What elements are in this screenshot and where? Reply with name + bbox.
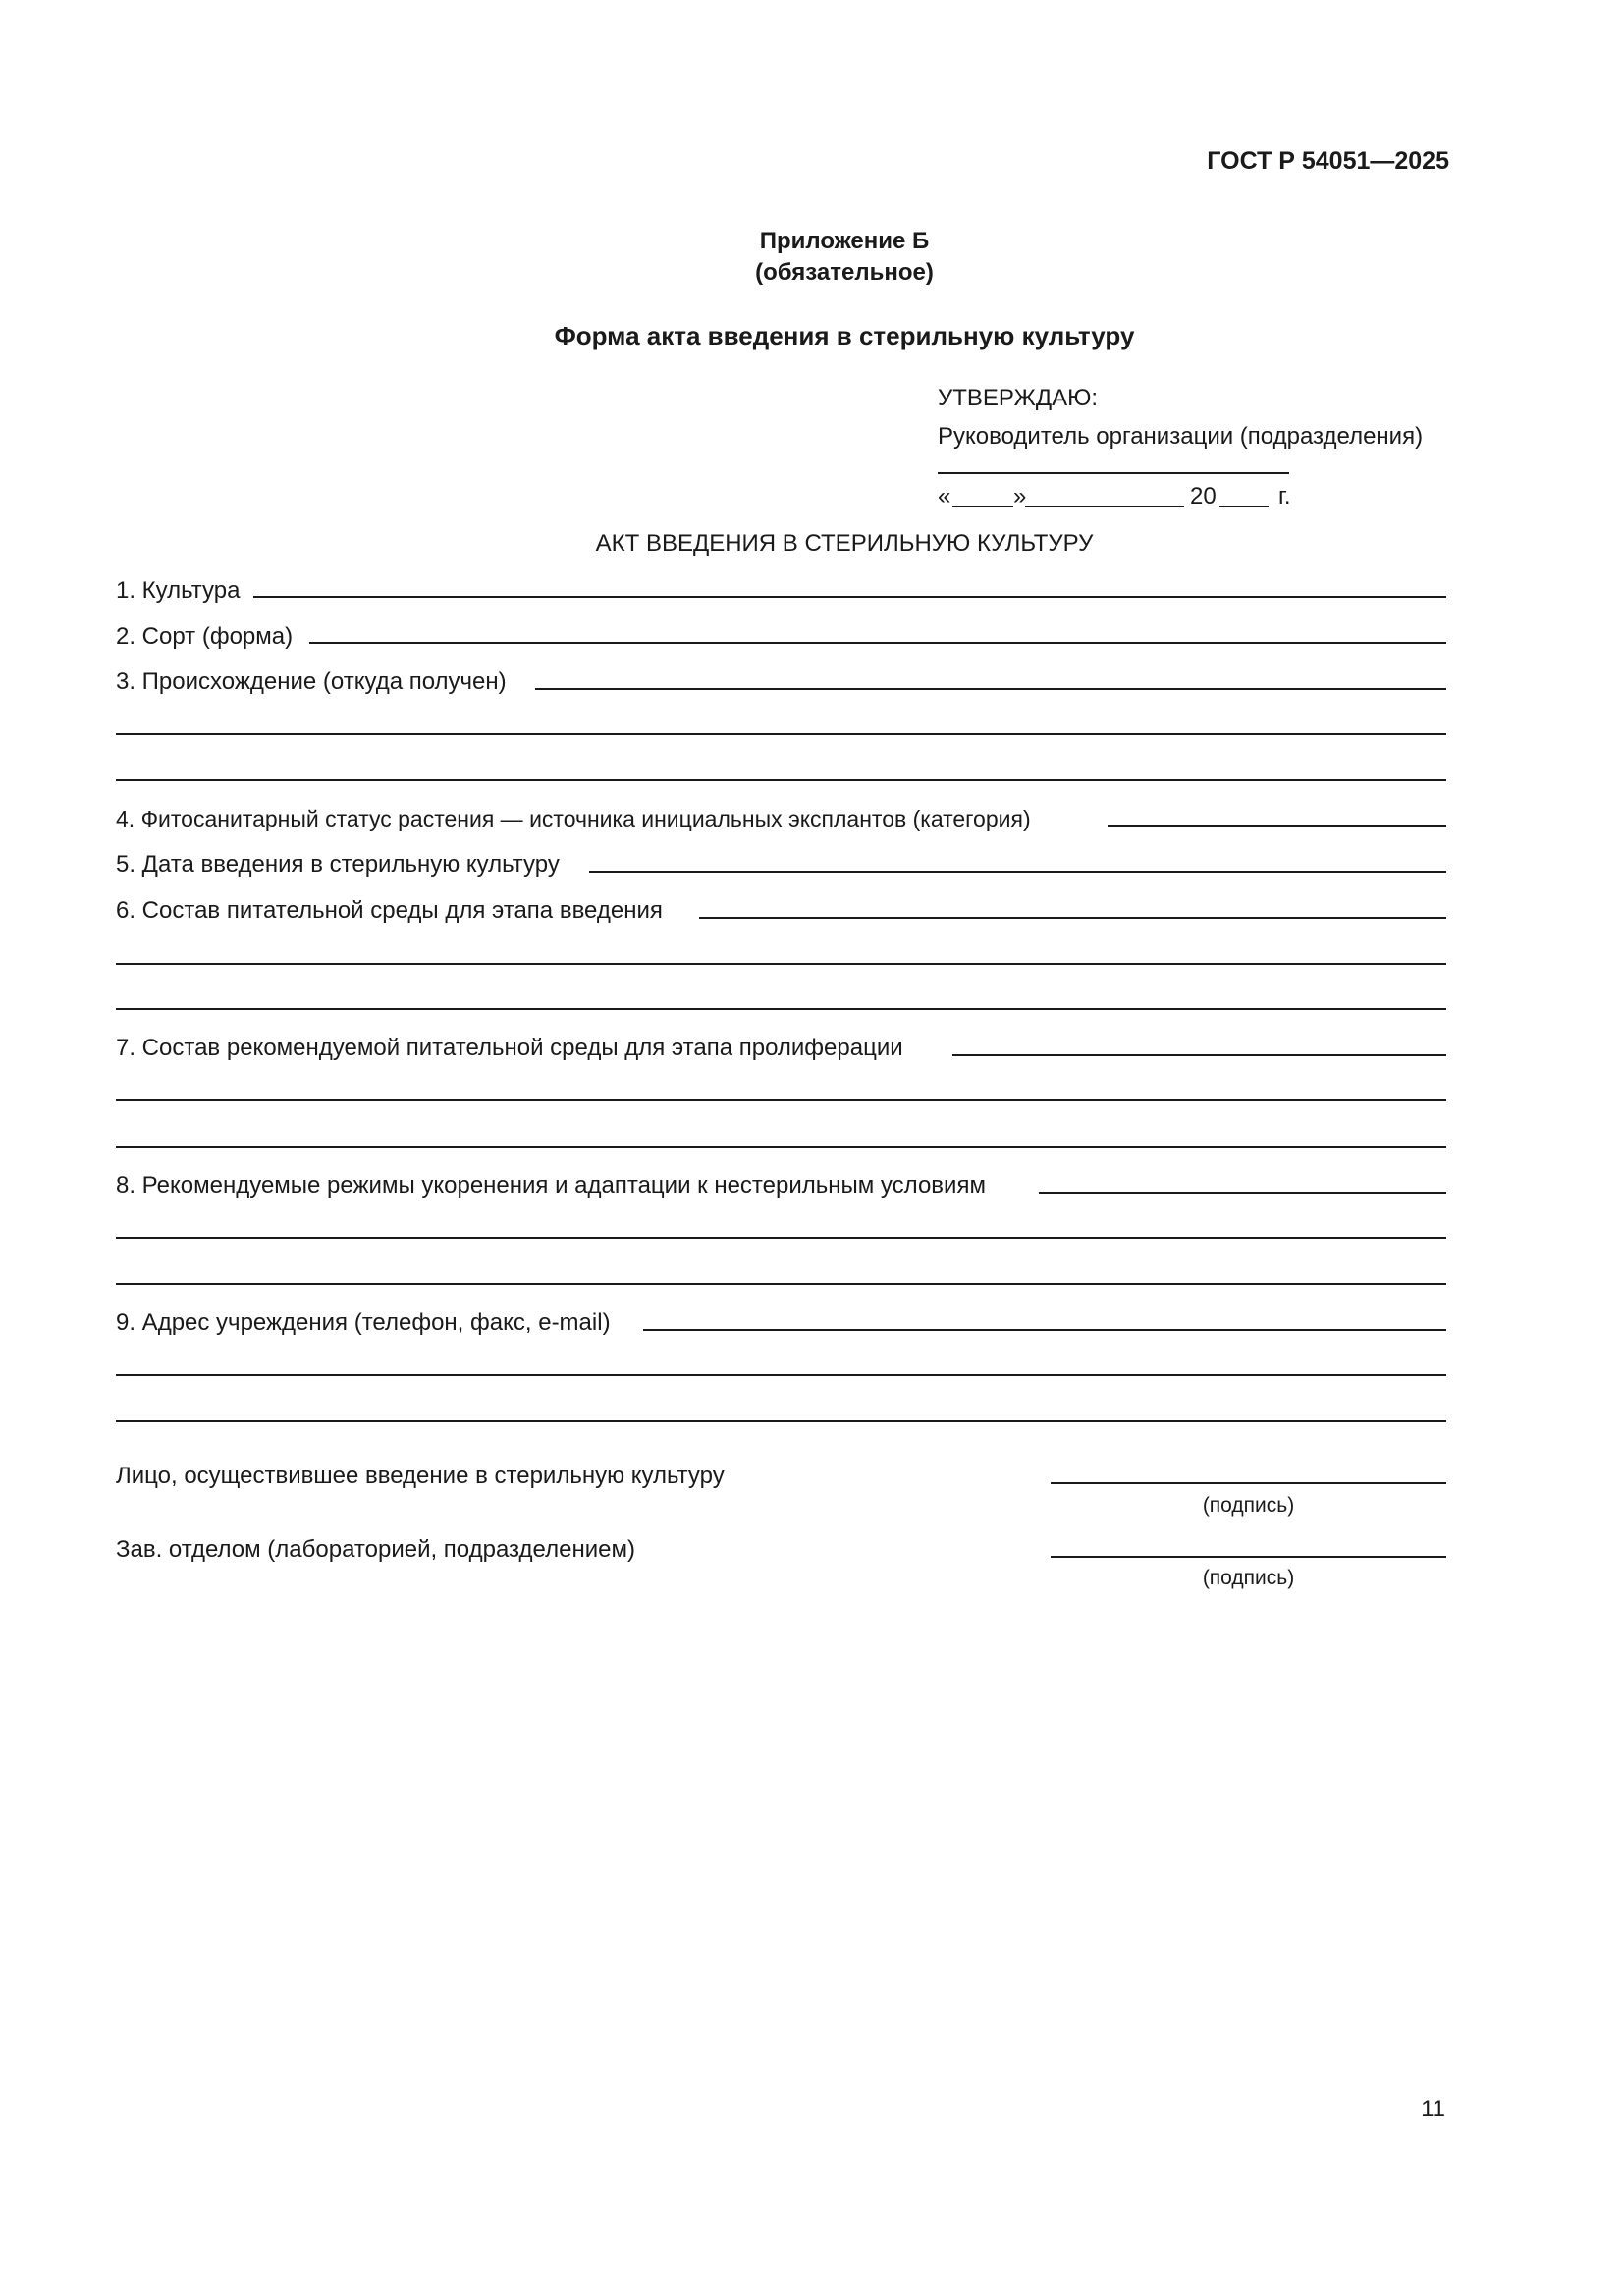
year-suffix: г. xyxy=(1278,483,1291,509)
field-culture-label: 1. Культура xyxy=(116,577,241,604)
field-date-label: 5. Дата введения в стерильную культуру xyxy=(116,851,560,878)
field-origin-label: 3. Происхождение (откуда получен) xyxy=(116,668,507,695)
approve-label: УТВЕРЖДАЮ: xyxy=(938,385,1098,411)
field-date-line[interactable] xyxy=(589,871,1446,873)
field-phytosanitary-line[interactable] xyxy=(1108,825,1446,827)
field-rooting-line[interactable] xyxy=(1039,1192,1446,1194)
field-address-line[interactable] xyxy=(643,1329,1446,1331)
year-line[interactable] xyxy=(1219,506,1269,507)
field-rooting-label: 8. Рекомендуемые режимы укоренения и адаптации к нестерильным условиям xyxy=(116,1172,986,1199)
field-origin-line[interactable] xyxy=(535,688,1446,690)
signature-performer-line[interactable] xyxy=(1051,1482,1446,1484)
signature-performer-label: Лицо, осуществившее введение в стерильную культуру xyxy=(116,1463,725,1489)
appendix-status: (обязательное) xyxy=(755,259,934,286)
field-medium-intro-line[interactable] xyxy=(699,917,1446,919)
month-line[interactable] xyxy=(1025,506,1184,507)
signature-head-caption: (подпись) xyxy=(1202,1567,1295,1589)
field-medium-intro-line-3[interactable] xyxy=(116,1008,1446,1010)
field-medium-proliferation-label: 7. Состав рекомендуемой питательной среды для этапа пролиферации xyxy=(116,1035,903,1061)
signature-head-label: Зав. отделом (лабораторией, подразделением) xyxy=(116,1536,635,1563)
field-address-label: 9. Адрес учреждения (телефон, факс, e-mail) xyxy=(116,1309,611,1336)
approver-signature-line[interactable] xyxy=(938,472,1289,474)
field-address-line-3[interactable] xyxy=(116,1420,1446,1422)
signature-head-line[interactable] xyxy=(1051,1556,1446,1558)
year-prefix: 20 xyxy=(1190,483,1217,509)
quote-open: « xyxy=(938,483,951,509)
field-origin-line-2[interactable] xyxy=(116,733,1446,735)
day-line[interactable] xyxy=(952,506,1013,507)
field-origin-line-3[interactable] xyxy=(116,779,1446,781)
act-title: АКТ ВВЕДЕНИЯ В СТЕРИЛЬНУЮ КУЛЬТУРУ xyxy=(595,530,1094,557)
appendix-title: Приложение Б xyxy=(759,228,930,254)
standard-number: ГОСТ Р 54051—2025 xyxy=(1207,147,1449,175)
field-culture-line[interactable] xyxy=(253,596,1446,598)
field-rooting-line-3[interactable] xyxy=(116,1283,1446,1285)
page-number: 11 xyxy=(1421,2096,1445,2122)
quote-close: » xyxy=(1013,483,1027,509)
head-label: Руководитель организации (подразделения) xyxy=(938,423,1424,450)
field-address-line-2[interactable] xyxy=(116,1374,1446,1376)
form-title: Форма акта введения в стерильную культуру xyxy=(554,321,1135,350)
field-medium-proliferation-line-3[interactable] xyxy=(116,1146,1446,1148)
field-medium-proliferation-line[interactable] xyxy=(952,1054,1446,1056)
field-rooting-line-2[interactable] xyxy=(116,1237,1446,1239)
signature-performer-caption: (подпись) xyxy=(1202,1494,1295,1517)
field-phytosanitary-label: 4. Фитосанитарный статус растения — источника инициальных эксплантов (категория) xyxy=(116,806,1031,831)
field-medium-intro-label: 6. Состав питательной среды для этапа введения xyxy=(116,897,663,924)
field-variety-line[interactable] xyxy=(309,642,1446,644)
field-variety-label: 2. Сорт (форма) xyxy=(116,623,294,650)
field-medium-intro-line-2[interactable] xyxy=(116,963,1446,965)
field-medium-proliferation-line-2[interactable] xyxy=(116,1099,1446,1101)
